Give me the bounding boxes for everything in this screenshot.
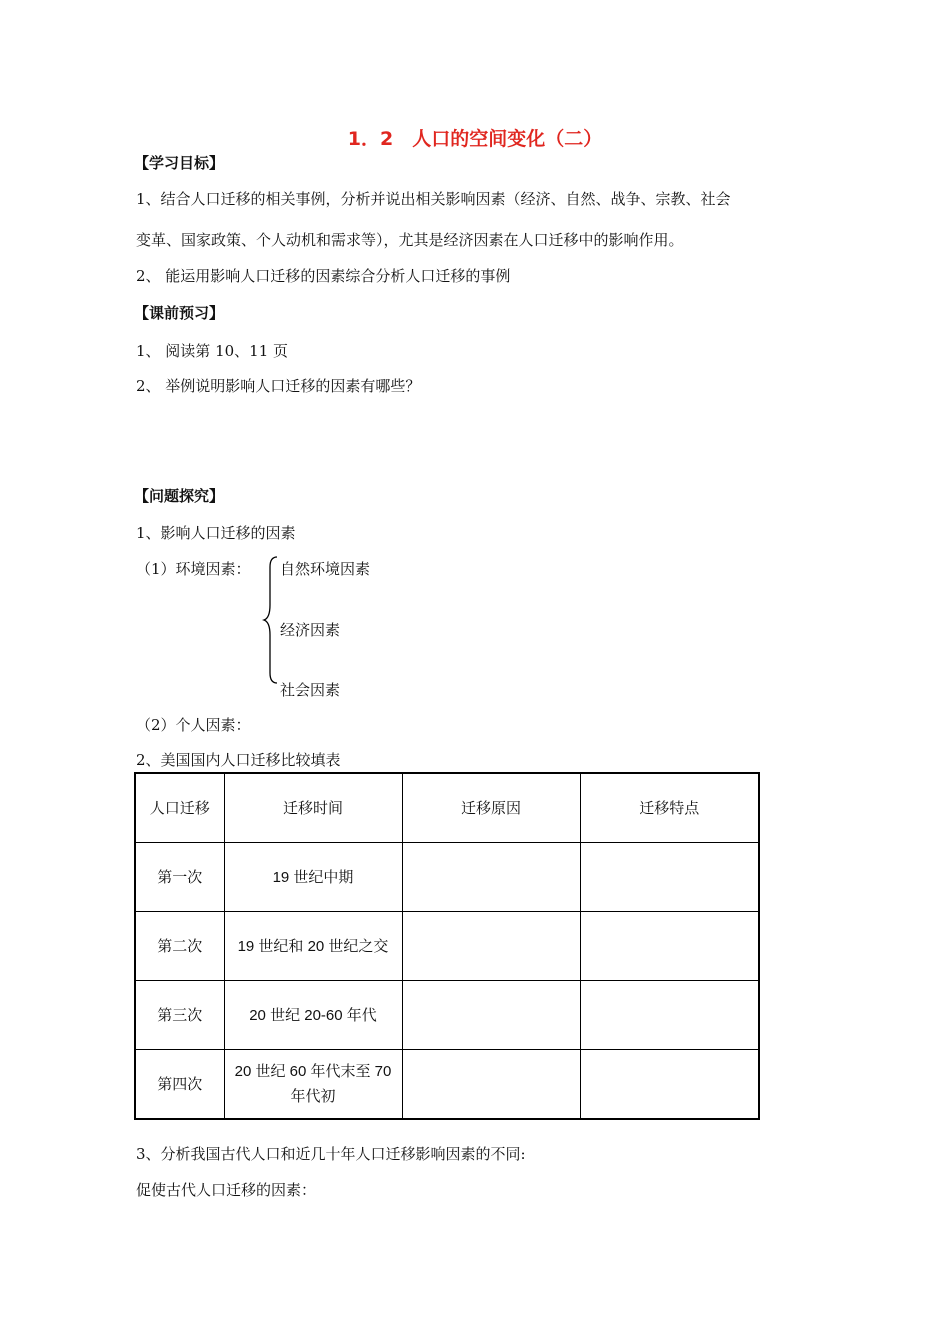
preview-item-1: 1、 阅读第 10、11 页: [136, 342, 289, 360]
migration-reason-cell[interactable]: [402, 1050, 580, 1120]
env-item-economic: 经济因素: [280, 621, 341, 639]
curly-brace-icon: [262, 555, 282, 685]
migration-time: 20 世纪 60 年代末至 70 年代初: [224, 1050, 402, 1120]
row-label: 第二次: [135, 912, 224, 981]
row-label: 第一次: [135, 843, 224, 912]
migration-feature-cell[interactable]: [580, 981, 759, 1050]
question-3-sub: 促使古代人口迁移的因素：: [136, 1181, 317, 1199]
migration-time: 19 世纪和 20 世纪之交: [224, 912, 402, 981]
migration-reason-cell[interactable]: [402, 843, 580, 912]
goal-item-1-line-2: 变革、国家政策、个人动机和需求等），尤其是经济因素在人口迁移中的影响作用。: [136, 231, 684, 249]
table-header-cell: 迁移时间: [224, 773, 402, 843]
env-item-social: 社会因素: [280, 681, 341, 699]
question-1: 1、影响人口迁移的因素: [136, 524, 296, 542]
migration-reason-cell[interactable]: [402, 912, 580, 981]
table-header-cell: 迁移原因: [402, 773, 580, 843]
migration-feature-cell[interactable]: [580, 912, 759, 981]
goal-item-1-line-1: 1、结合人口迁移的相关事例，分析并说出相关影响因素（经济、自然、战争、宗教、社会: [136, 190, 731, 208]
question-2: 2、美国国内人口迁移比较填表: [136, 751, 341, 769]
table-header-row: [135, 773, 759, 843]
table-row: [135, 912, 759, 981]
migration-feature-cell[interactable]: [580, 1050, 759, 1120]
goals-heading: 【学习目标】: [134, 154, 225, 172]
migration-comparison-table: [134, 772, 760, 1120]
goal-item-2: 2、 能运用影响人口迁移的因素综合分析人口迁移的事例: [136, 267, 511, 285]
page-title: 1．2 人口的空间变化（二）: [347, 128, 603, 150]
row-label: 第四次: [135, 1050, 224, 1120]
migration-reason-cell[interactable]: [402, 981, 580, 1050]
table-header-cell: 人口迁移: [135, 773, 224, 843]
environment-factors-label: （1）环境因素：: [136, 560, 251, 578]
migration-time: 20 世纪 20-60 年代: [224, 981, 402, 1050]
table-header-cell: 迁移特点: [580, 773, 759, 843]
preview-item-2: 2、 举例说明影响人口迁移的因素有哪些？: [136, 377, 421, 395]
question-3: 3、分析我国古代人口和近几十年人口迁移影响因素的不同:: [136, 1145, 526, 1163]
preview-heading: 【课前预习】: [134, 304, 225, 322]
personal-factors-label: （2）个人因素：: [136, 716, 251, 734]
migration-feature-cell[interactable]: [580, 843, 759, 912]
table-row: [135, 981, 759, 1050]
migration-time: 19 世纪中期: [224, 843, 402, 912]
explore-heading: 【问题探究】: [134, 487, 225, 505]
table-row: [135, 843, 759, 912]
table-row: [135, 1050, 759, 1120]
env-item-natural: 自然环境因素: [280, 560, 371, 578]
row-label: 第三次: [135, 981, 224, 1050]
